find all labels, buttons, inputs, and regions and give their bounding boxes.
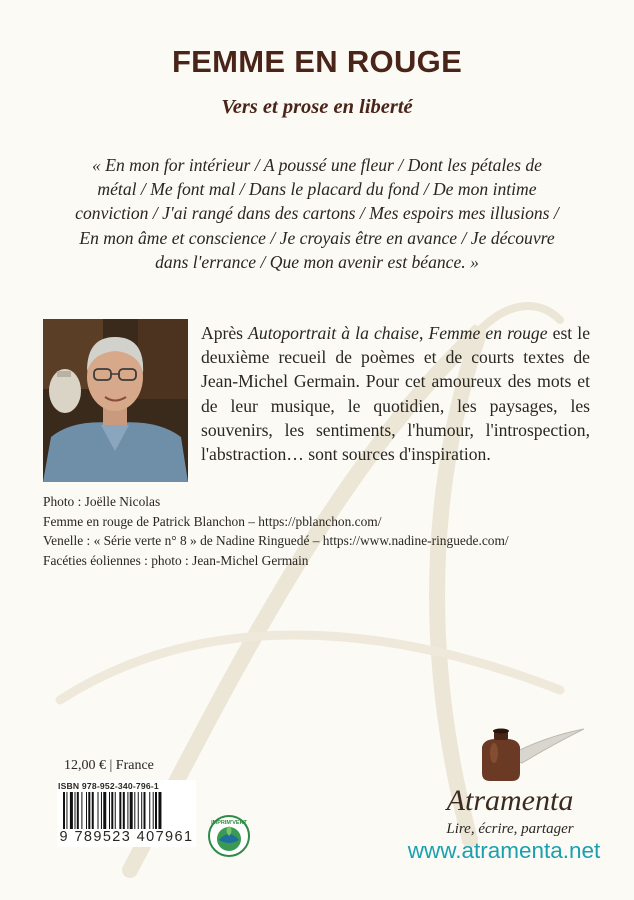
book-subtitle: Vers et prose en liberté — [221, 96, 413, 118]
credit-line: Photo : Joëlle Nicolas — [43, 494, 161, 509]
bio-intro: Après — [201, 323, 249, 343]
quote-line: métal / Me font mal / Dans le placard du fond / De mon intime — [97, 179, 537, 200]
barcode-bar — [130, 792, 133, 829]
barcode-bar — [75, 792, 76, 829]
barcode-bar — [134, 792, 135, 829]
credit-line: Venelle : « Série verte n° 8 » de Nadine Ringuedé – https://www.nadine-ringuede.com/ — [43, 533, 509, 549]
publisher-tagline: Lire, écrire, partager — [446, 821, 574, 837]
bio-work-title: Femme en rouge — [428, 323, 548, 343]
barcode-bar — [98, 792, 99, 829]
barcode-bar — [158, 792, 161, 829]
barcode-bar — [109, 792, 110, 829]
inkwell-quill-icon — [472, 719, 584, 789]
imprim-vert-logo — [207, 814, 251, 858]
author-bio — [201, 321, 590, 466]
barcode-bar — [88, 792, 90, 829]
svg-text:IMPRIM'VERT: IMPRIM'VERT — [211, 820, 247, 826]
author-photo — [43, 319, 188, 482]
excerpt-quote — [52, 153, 582, 274]
barcode-bar — [119, 792, 121, 829]
barcode-bar — [141, 792, 142, 829]
barcode-bar — [77, 792, 79, 829]
barcode-bar — [70, 792, 73, 829]
barcode-bar — [155, 792, 157, 829]
book-title: FEMME EN ROUGE — [171, 44, 463, 79]
barcode-bar — [153, 792, 154, 829]
barcode-bar — [63, 792, 65, 829]
barcode-bar — [66, 792, 67, 829]
quote-line: conviction / J'ai rangé dans des cartons / Mes espoirs mes illusions / — [75, 203, 559, 224]
price: 12,00 € | France — [64, 758, 154, 773]
quote-line: dans l'errance / Que mon avenir est béance. » — [155, 251, 479, 272]
barcode-bar — [144, 792, 146, 829]
quote-line: En mon âme et conscience / Je croyais être en avance / Je découvre — [79, 227, 555, 248]
quote-line: « En mon for intérieur / A poussé une fleur / Dont les pétales de — [92, 155, 542, 175]
barcode-bar — [81, 792, 82, 829]
barcode-bar — [101, 792, 102, 829]
barcode-bar — [103, 792, 106, 829]
credit-line: Facéties éoliennes : photo : Jean-Michel Germain — [43, 552, 309, 568]
credit-line: Femme en rouge de Patrick Blanchon – https://pblanchon.com/ — [43, 513, 382, 529]
barcode-bar — [111, 792, 113, 829]
image-credits — [43, 492, 509, 570]
barcode-bar — [127, 792, 128, 829]
publisher-website[interactable]: www.atramenta.net — [407, 838, 601, 863]
bio-separator: , — [418, 323, 429, 343]
barcode-bar — [138, 792, 139, 829]
publisher-name: Atramenta — [446, 784, 574, 817]
barcode-bar — [115, 792, 116, 829]
barcode-bar — [86, 792, 87, 829]
bio-work-title: Autoportrait à la chaise — [248, 323, 419, 343]
barcode-bar — [149, 792, 150, 829]
barcode-bar — [123, 792, 125, 829]
barcode-bar — [92, 792, 94, 829]
isbn-barcode — [57, 780, 196, 847]
bio-text: est le deuxième recueil de poèmes et de courts textes de Jean-Michel Germain. Pour cet amoureux des mots et de leur musique, le quotidien, les paysages, les souvenirs, les sentiments, l'humour, l'introspection, l'abstraction… sont sources d'inspiration. — [201, 323, 591, 465]
isbn-label: ISBN 978-952-340-796-1 — [58, 781, 159, 791]
barcode-digits: 9 789523 407961 — [59, 829, 194, 845]
